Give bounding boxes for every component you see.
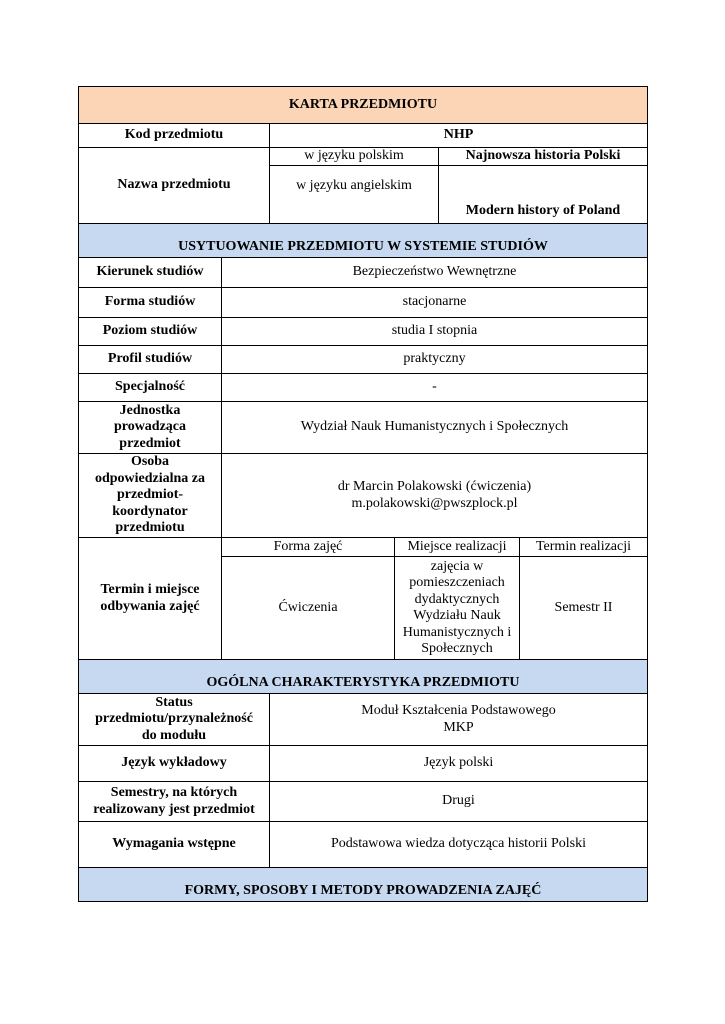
poziom-value: studia I stopnia [221,318,647,345]
kod-label: Kod przedmiotu [124,127,224,143]
card-header [78,86,648,124]
row-osoba [78,454,648,538]
nazwa-pl-value: Najnowsza historia Polski [438,148,647,165]
row-termin [78,538,648,660]
card-title: KARTA PRZEDMIOTU [288,96,438,112]
row-nazwa [78,148,648,224]
termin-label: Termin i miejsce odbywania zajęć [100,582,200,614]
profil-value: praktyczny [221,346,647,373]
termin-value-row [221,557,647,659]
status-value [269,694,647,745]
nazwa-en-value: Modern history of Poland [438,166,647,223]
kierunek-value: Bezpieczeństwo Wewnętrzne [221,258,647,287]
nazwa-en-row [269,166,647,223]
section-formy-title: FORMY, SPOSOBY I METODY PROWADZENIA ZAJĘĆ [184,883,542,898]
row-kod [78,124,648,148]
row-poziom [78,318,648,346]
section-formy [78,868,648,902]
section-ogolna-title: OGÓLNA CHARAKTERYSTYKA PRZEDMIOTU [206,675,520,690]
section-ogolna [78,660,648,694]
osoba-label: Osoba odpowiedzialna za przedmiot- koordynator przedmiotu [94,454,206,536]
osoba-name: dr Marcin Polakowski (ćwiczenia) [337,479,532,494]
termin-header-row [221,538,647,557]
section-usytuowanie-title: USYTUOWANIE PRZEDMIOTU W SYSTEMIE STUDIÓW [178,239,548,254]
jednostka-value: Wydział Nauk Humanistycznych i Społecznych [221,402,647,453]
wymagania-value: Podstawowa wiedza dotycząca historii Polski [269,822,647,867]
row-profil [78,346,648,374]
poziom-label: Poziom studiów [102,323,198,339]
jezyk-label: Język wykładowy [121,755,227,771]
wymagania-label: Wymagania wstępne [112,836,236,852]
status-value-line1: Moduł Kształcenia Podstawowego [361,703,556,718]
termin-col1-header: Forma zajęć [273,538,343,554]
forma-label: Forma studiów [104,294,196,310]
profil-label: Profil studiów [107,351,193,367]
termin-col1-value: Ćwiczenia [278,599,338,615]
termin-col3-header: Termin realizacji [519,538,647,556]
osoba-value [221,454,647,537]
osoba-email[interactable]: m.polakowski@pwszplock.pl [351,495,518,511]
jednostka-label: Jednostka prowadząca przedmiot [113,402,187,451]
specjalnosc-value: - [221,374,647,401]
forma-value: stacjonarne [221,288,647,317]
row-status [78,694,648,746]
section-usytuowanie [78,224,648,258]
kierunek-label: Kierunek studiów [96,264,204,280]
row-kierunek [78,258,648,288]
row-specjalnosc [78,374,648,402]
termin-col2-header: Miejsce realizacji [394,538,519,556]
semestry-label: Semestry, na których realizowany jest przedmiot [93,785,255,817]
nazwa-pl-row [269,148,647,166]
status-label: Status przedmiotu/przynależność do modułu [95,694,253,743]
termin-col3-value: Semestr II [519,557,647,659]
row-jednostka [78,402,648,454]
row-forma [78,288,648,318]
nazwa-pl-label: w języku polskim [304,148,404,164]
row-semestry [78,782,648,822]
row-wymagania [78,822,648,868]
nazwa-label: Nazwa przedmiotu [117,177,231,193]
status-value-line2: MKP [443,719,474,735]
termin-col2-value: zajęcia w pomieszczeniach dydaktycznych Wydziału Nauk Humanistycznych i Społecznych [394,557,519,659]
row-jezyk [78,746,648,782]
jezyk-value: Język polski [269,746,647,781]
semestry-value: Drugi [269,782,647,821]
kod-value: NHP [269,124,647,147]
nazwa-en-label: w języku angielskim [296,178,412,193]
specjalnosc-label: Specjalność [115,379,185,395]
